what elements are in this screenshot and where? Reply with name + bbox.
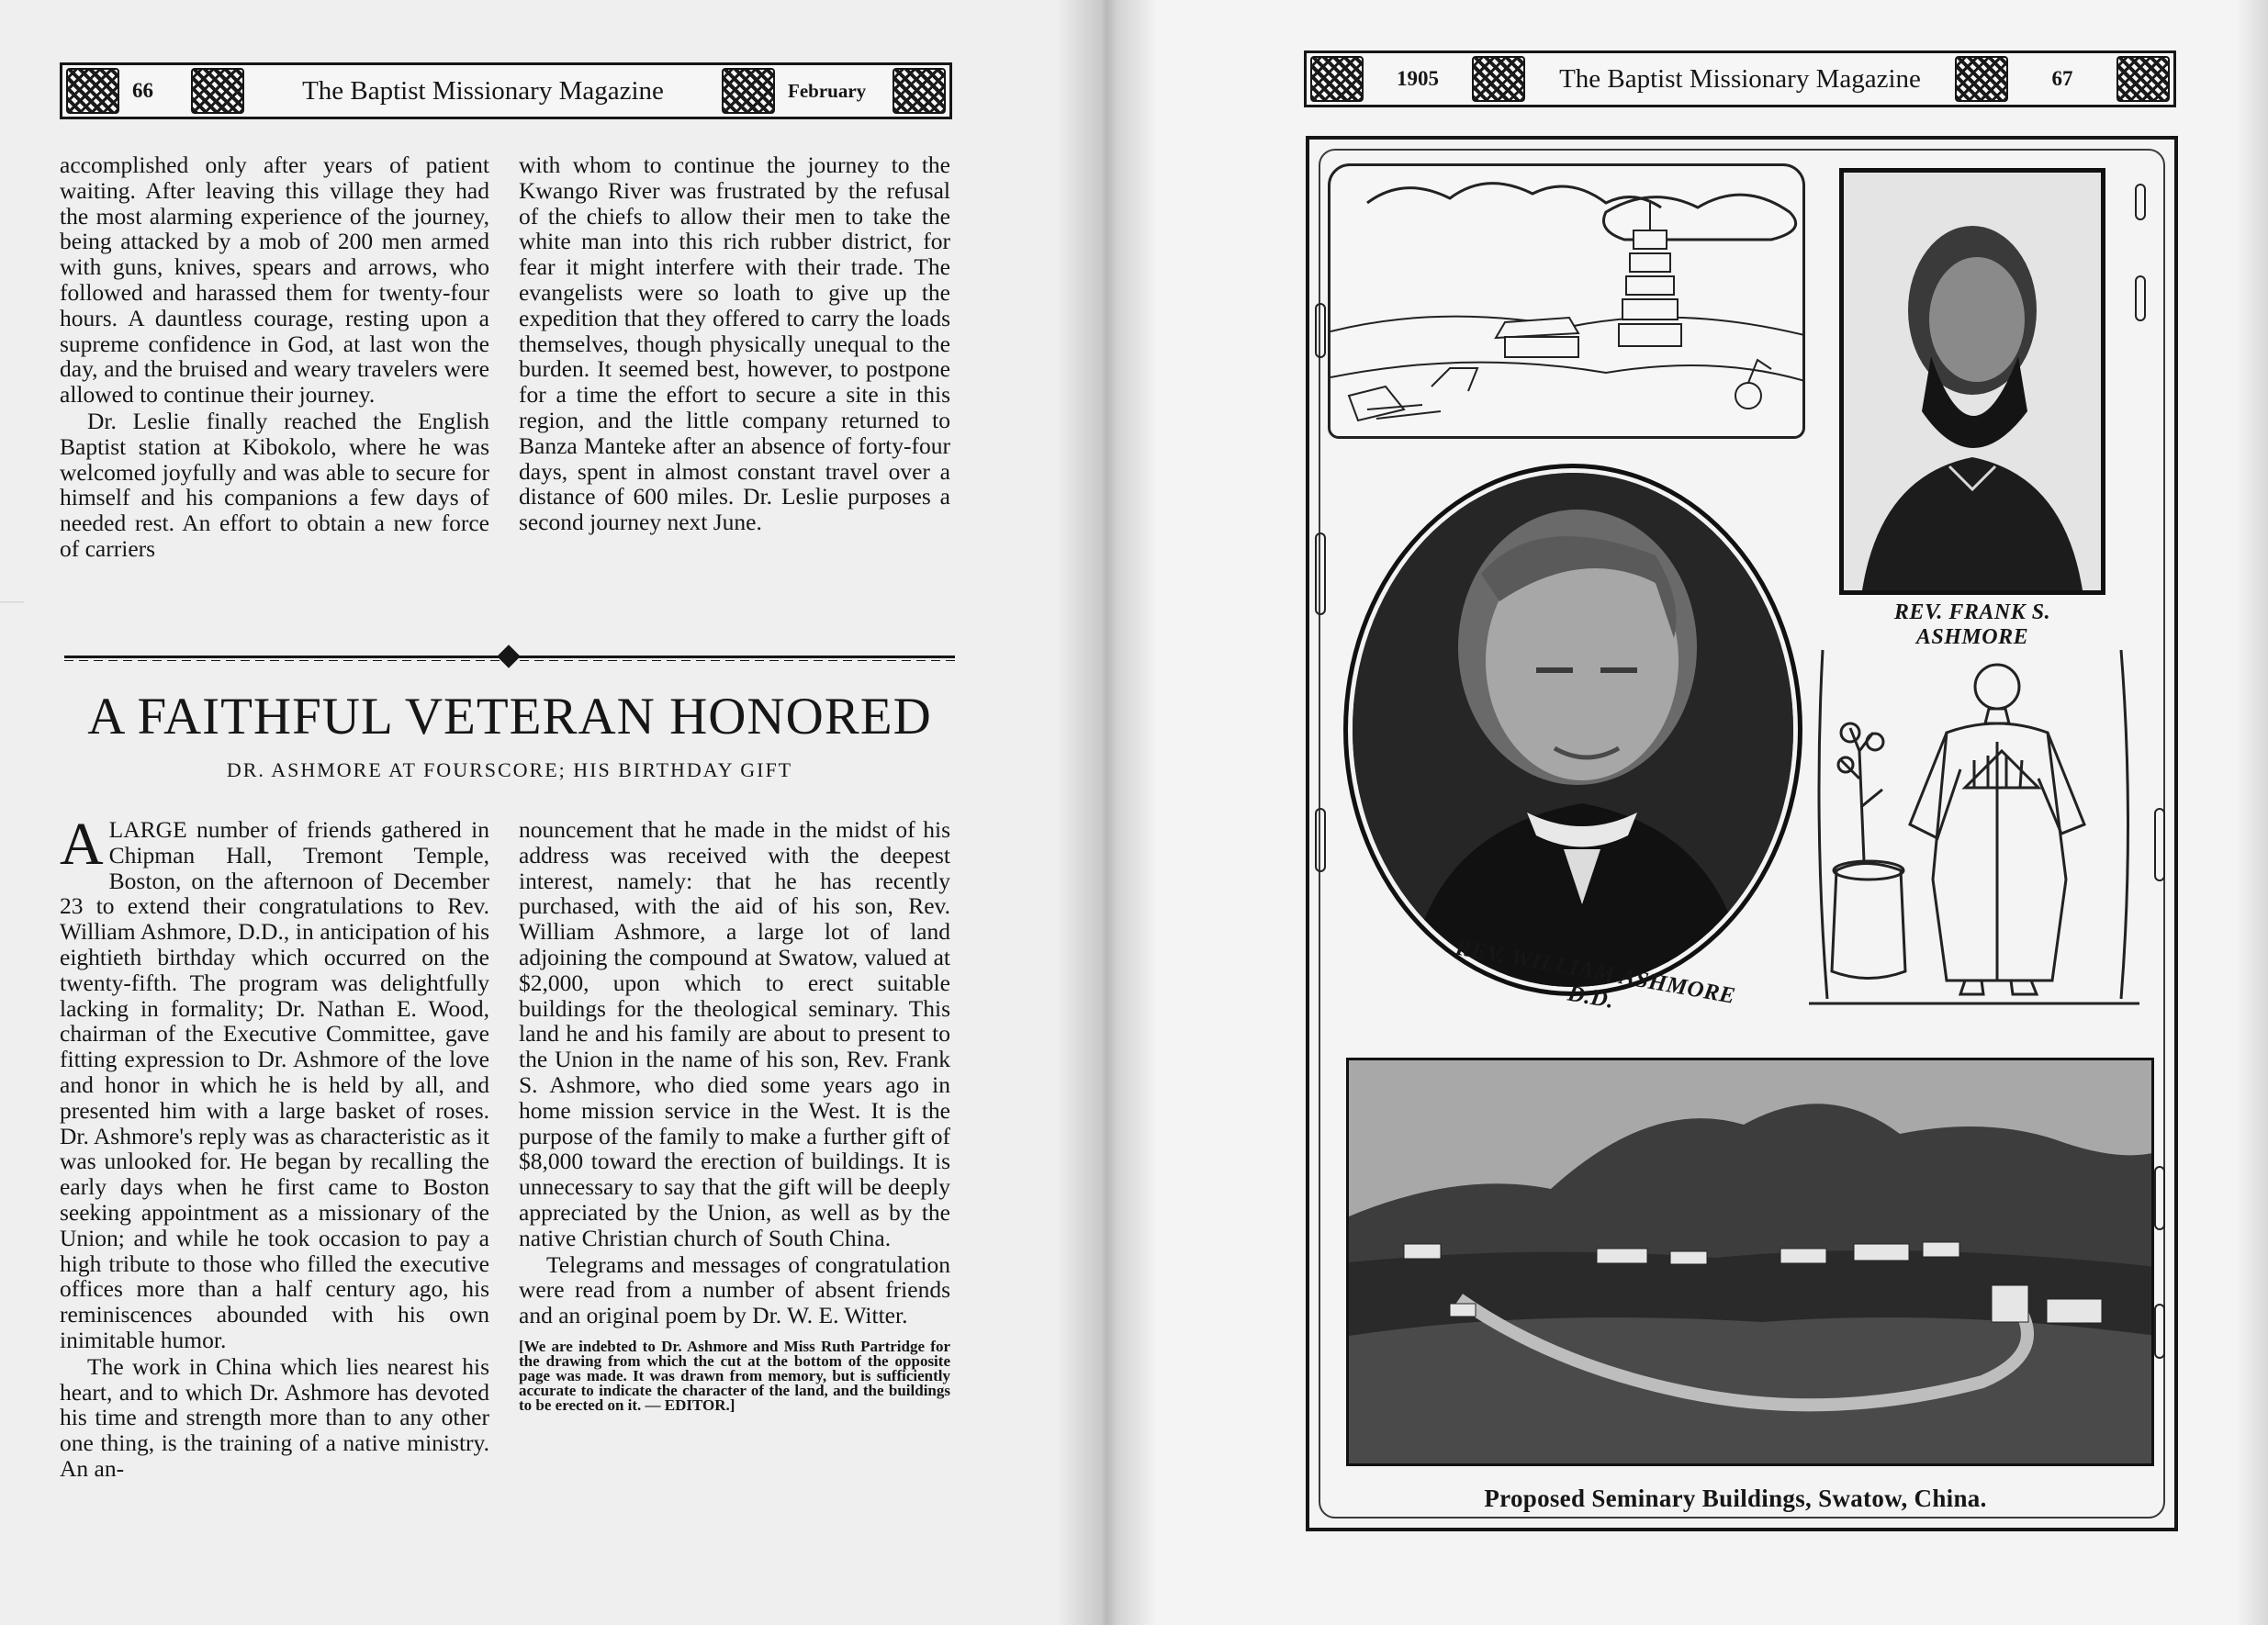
seminary-landscape-image (1346, 1058, 2154, 1466)
pagoda-landscape-drawing (1328, 163, 1805, 439)
issue-month: February (788, 79, 867, 102)
left-column-top (60, 152, 489, 562)
page-number: 67 (2051, 67, 2073, 90)
article-headline: A FAITHFUL VETERAN HONORED (87, 688, 932, 745)
scroll-ornament-icon (1315, 808, 1326, 872)
ornament-icon (191, 68, 244, 114)
ornament-icon (1310, 56, 1364, 102)
book-gutter (1056, 0, 1157, 1625)
paragraph (60, 811, 489, 1353)
paragraph: The work in China which lies nearest his heart, and to which Dr. Ashmore has devoted his time and strength more than to any other one thing, is the training of a native ministry. An an- (60, 1352, 489, 1482)
editor-footnote: [We are indebted to Dr. Ashmore and Miss Ruth Partridge for the drawing from which the cut at the bottom of the opposite page was made. It was drawn from memory, but is sufficiently accurate to indicate the character of the land, and the buildings to be erected on it. — EDITOR.] (519, 1337, 950, 1414)
scroll-ornament-icon (2135, 275, 2146, 321)
scroll-ornament-icon (1315, 303, 1326, 358)
page-number: 66 (132, 79, 153, 102)
paragraph: accomplished only after years of patient waiting. After leaving this village they had the most alarming experience of the journey, being attacked by a mob of 200 men armed with guns, knives, spears and arrows, who followed and harassed them for twenty-four hours. A dauntless courage, resting upon a supreme confidence in God, at last won the day, and the bruised and weary travelers were allowed to continue their journey. (60, 151, 489, 409)
paragraph: Telegrams and messages of congratulation were read from a number of absent friends and an original poem by Dr. W. E. Witter. (519, 1250, 950, 1329)
article-subhead: DR. ASHMORE AT FOURSCORE; HIS BIRTHDAY GIFT (226, 758, 793, 781)
section-divider (64, 648, 955, 665)
scroll-ornament-icon (2154, 808, 2165, 881)
year: 1905 (1397, 67, 1439, 90)
article-column-left (60, 811, 489, 1482)
article-column-right (519, 817, 950, 1413)
frank-ashmore-caption: REV. FRANK S. ASHMORE (1893, 600, 2051, 649)
scroll-ornament-icon (2154, 1166, 2165, 1230)
scroll-ornament-icon (1315, 532, 1326, 615)
magazine-title: The Baptist Missionary Magazine (302, 75, 664, 106)
william-ashmore-portrait (1353, 473, 1793, 987)
show-through-text: — (0, 588, 24, 613)
paragraph: nouncement that he made in the midst of his address was received with the deepest interest, namely: that he has recently purchased, with the aid of his son, Rev. William Ashmore, a large lot of land adjoining the compound at Swatow, valued at $2,000, upon which to erect suitable buildings for the theological seminary. This land he and his family are about to present to the Union in the name of his son, Rev. Frank S. Ashmore, who died some years ago in home mission service in the West. It is the purpose of the family to make a further gift of $8,000 toward the erection of buildings. It is unnecessary to say that the gift will be deeply appreciated by the Union, as well as by the native Christian church of South China. (519, 816, 950, 1251)
frank-ashmore-portrait (1839, 168, 2105, 595)
chinese-student-drawing (1809, 641, 2139, 1008)
scroll-ornament-icon (2154, 1304, 2165, 1359)
ornament-icon (722, 68, 775, 114)
ornament-icon (893, 68, 946, 114)
left-running-header (60, 62, 952, 119)
ornament-icon (1472, 56, 1525, 102)
right-running-header (1304, 50, 2176, 107)
ornament-icon (1955, 56, 2008, 102)
paragraph: with whom to continue the journey to the Kwango River was frustrated by the refusal of the chiefs to allow their men to take the white man into this rich rubber district, for fear it might interfere with their trade. The evangelists were so loath to give up the expedition that they offered to carry the loads themselves, though physically unequal to the burden. It seemed best, however, to postpone for a time the effort to secure a site in this region, and the little company returned to Banza Manteke after an absence of forty-four days, spent in almost constant travel over a distance of 600 miles. Dr. Leslie purposes a second journey next June. (519, 151, 950, 536)
right-column-top (519, 152, 950, 535)
william-ashmore-caption: REV. WILLIAM ASHMORE D.D. (1454, 935, 1737, 1014)
ornament-icon (2116, 56, 2170, 102)
ornament-icon (66, 68, 119, 114)
drop-cap: A (60, 811, 104, 878)
show-through-text (2190, 147, 2268, 1451)
scroll-ornament-icon (2135, 184, 2146, 220)
paragraph-text: LARGE number of friends gathered in Chipman Hall, Tremont Temple, Boston, on the afternoon of December 23 to extend their congratulations to Rev. William Ashmore, D.D., in anticipation of his eightieth birthday which occurred on the twenty-fifth. The program was delightfully lacking in formality; Dr. Nathan E. Wood, chairman of the Executive Committee, gave fitting expression to Dr. Ashmore of the love and honor in which he is held by all, and presented him with a large basket of roses. Dr. Ashmore's reply was as characteristic as it was unlooked for. He began by recalling the early days when he first came to Boston seeking appointment as a missionary of the Union; and while he took occasion to pay a high tribute to those who filled the executive offices more than a half century ago, his reminiscences abounded with his own inimitable humor. (60, 816, 489, 1353)
magazine-title: The Baptist Missionary Magazine (1559, 63, 1921, 94)
paragraph: Dr. Leslie finally reached the English Baptist station at Kibokolo, where he was welcomed joyfully and was able to secure for himself and his companions a few days of needed rest. An effort to obtain a new force of carriers (60, 407, 489, 562)
seminary-caption: Proposed Seminary Buildings, Swatow, China. (1484, 1485, 1987, 1512)
